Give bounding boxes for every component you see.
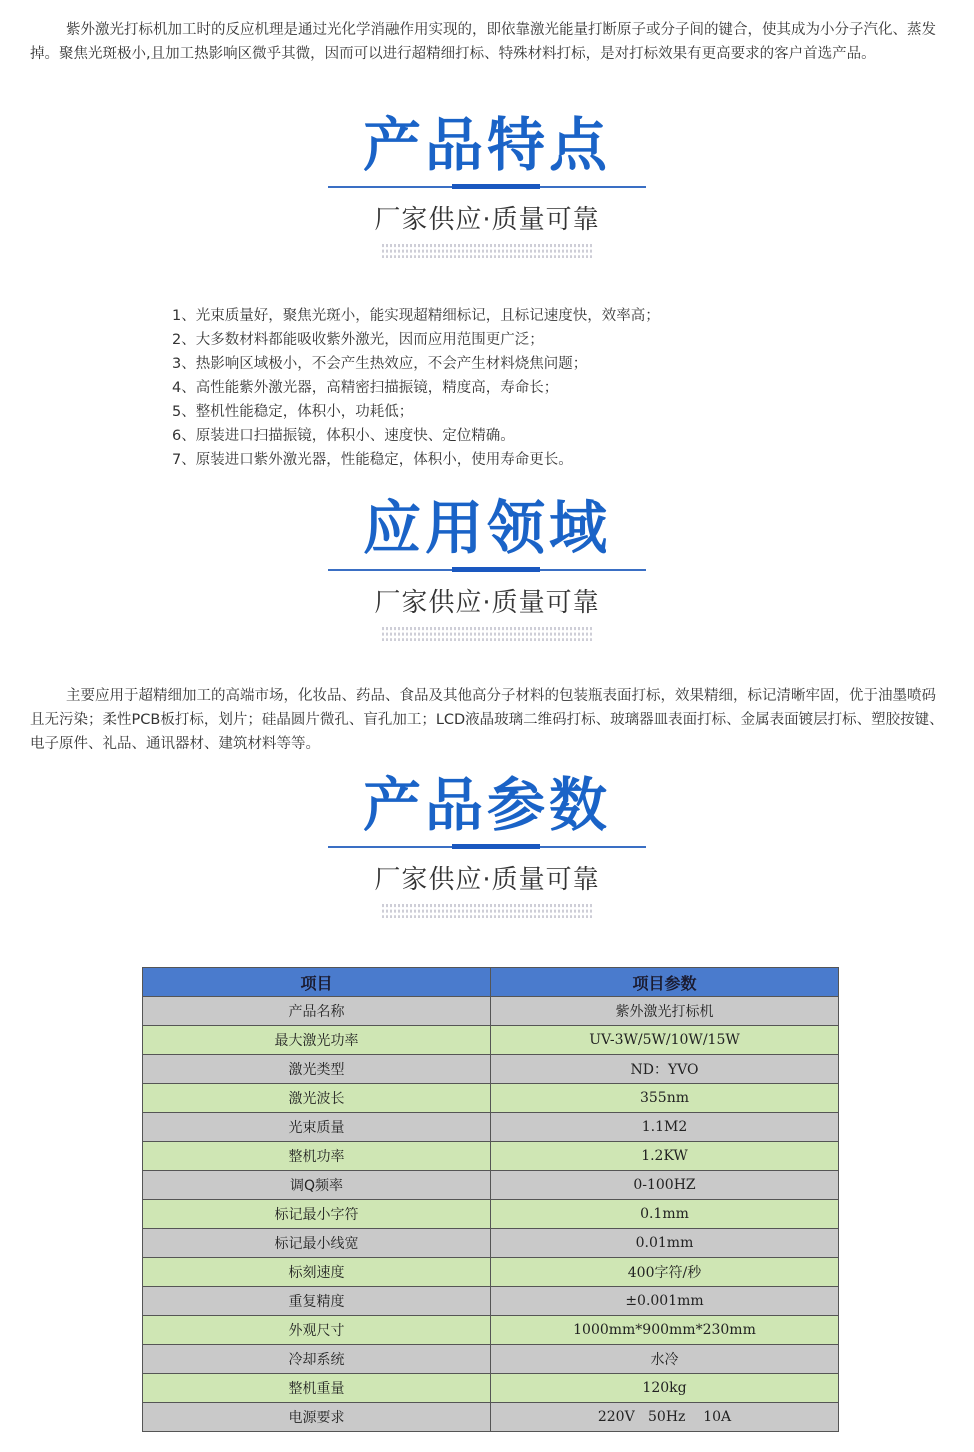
table-row [143,1200,839,1229]
title-divider [328,186,646,188]
table-row [143,1026,839,1055]
table-row [143,1403,839,1432]
param-value: UV-3W/5W/10W/15W [491,1026,839,1055]
param-name: 光束质量 [143,1113,491,1142]
feature-item: 5、整机性能稳定，体积小，功耗低； [172,404,414,420]
param-value: 0-100HZ [491,1171,839,1200]
title-divider [328,569,646,571]
param-value: ND：YVO [491,1055,839,1084]
table-row [143,1316,839,1345]
feature-item: 4、高性能紫外激光器，高精密扫描振镜，精度高，寿命长； [172,380,559,396]
param-name: 标记最小字符 [143,1200,491,1229]
section-title: 应用领域 [362,494,611,562]
param-name: 激光类型 [143,1055,491,1084]
table-row [143,1287,839,1316]
param-name: 整机功率 [143,1142,491,1171]
header-value: 项目参数 [491,968,839,997]
intro-paragraph: 紫外激光打标机加工时的反应机理是通过光化学消融作用实现的，即依靠激光能量打断原子或分子间的键合，使其成为小分子汽化、蒸发掉。聚焦光斑极小,且加工热影响区微乎其微，因而可以进行超精细打标、特殊材料打标，是对打标效果有更高要求的客户首选产品。 [30,22,936,62]
table-row [143,1374,839,1403]
section-header-params [0,770,974,918]
section-slogan: 厂家供应·质量可靠 [374,865,600,895]
param-value: 355nm [491,1084,839,1113]
param-name: 外观尺寸 [143,1316,491,1345]
param-value: 水冷 [491,1345,839,1374]
table-row [143,1258,839,1287]
applications-paragraph: 主要应用于超精细加工的高端市场，化妆品、药品、食品及其他高分子材料的包装瓶表面打标，效果精细，标记清晰牢固，优于油墨喷码且无污染；柔性PCB板打标，划片；硅晶圆片微孔、盲孔加工；LCD液晶玻璃二维码打标、玻璃器皿表面打标、金属表面镀层打标、塑胶按键、 电子原件、礼品、通讯器材、建筑材料等等。 [30,688,944,752]
param-value: ±0.001mm [491,1287,839,1316]
param-name: 产品名称 [143,997,491,1026]
table-row [143,1345,839,1374]
table-row [143,1084,839,1113]
section-header-features [0,110,974,258]
section-slogan: 厂家供应·质量可靠 [374,588,600,618]
param-name: 冷却系统 [143,1345,491,1374]
feature-item: 3、热影响区域极小，不会产生热效应，不会产生材料烧焦问题； [172,356,588,372]
feature-item: 1、光束质量好，聚焦光斑小，能实现超精细标记，且标记速度快，效率高； [172,308,660,324]
param-name: 重复精度 [143,1287,491,1316]
param-value: 220V 50Hz 10A [491,1403,839,1432]
param-name: 最大激光功率 [143,1026,491,1055]
section-header-applications [0,493,974,641]
title-divider [328,846,646,848]
param-name: 标记最小线宽 [143,1229,491,1258]
param-value: 紫外激光打标机 [491,997,839,1026]
param-name: 激光波长 [143,1084,491,1113]
param-name: 标刻速度 [143,1258,491,1287]
param-name: 调Q频率 [143,1171,491,1200]
param-value: 0.01mm [491,1229,839,1258]
param-value: 400字符/秒 [491,1258,839,1287]
table-row [143,1171,839,1200]
param-name: 整机重量 [143,1374,491,1403]
section-title: 产品特点 [362,111,611,179]
param-value: 1000mm*900mm*230mm [491,1316,839,1345]
param-value: 1.2KW [491,1142,839,1171]
decorative-fine-text [382,627,592,641]
table-row [143,1229,839,1258]
feature-item: 2、大多数材料都能吸收紫外激光，因而应用范围更广泛； [172,332,544,348]
feature-item: 7、原装进口紫外激光器，性能稳定，体积小，使用寿命更长。 [172,452,573,468]
params-table [142,967,839,1432]
param-value: 120kg [491,1374,839,1403]
table-row [143,997,839,1026]
decorative-fine-text [382,904,592,918]
features-list [172,304,660,472]
section-title: 产品参数 [362,771,611,839]
table-header-row [143,968,839,997]
param-value: 1.1M2 [491,1113,839,1142]
param-name: 电源要求 [143,1403,491,1432]
param-value: 0.1mm [491,1200,839,1229]
feature-item: 6、原装进口扫描振镜，体积小、速度快、定位精确。 [172,428,515,444]
header-item: 项目 [143,968,491,997]
table-row [143,1142,839,1171]
decorative-fine-text [382,244,592,258]
table-row [143,1055,839,1084]
table-row [143,1113,839,1142]
section-slogan: 厂家供应·质量可靠 [374,205,600,235]
